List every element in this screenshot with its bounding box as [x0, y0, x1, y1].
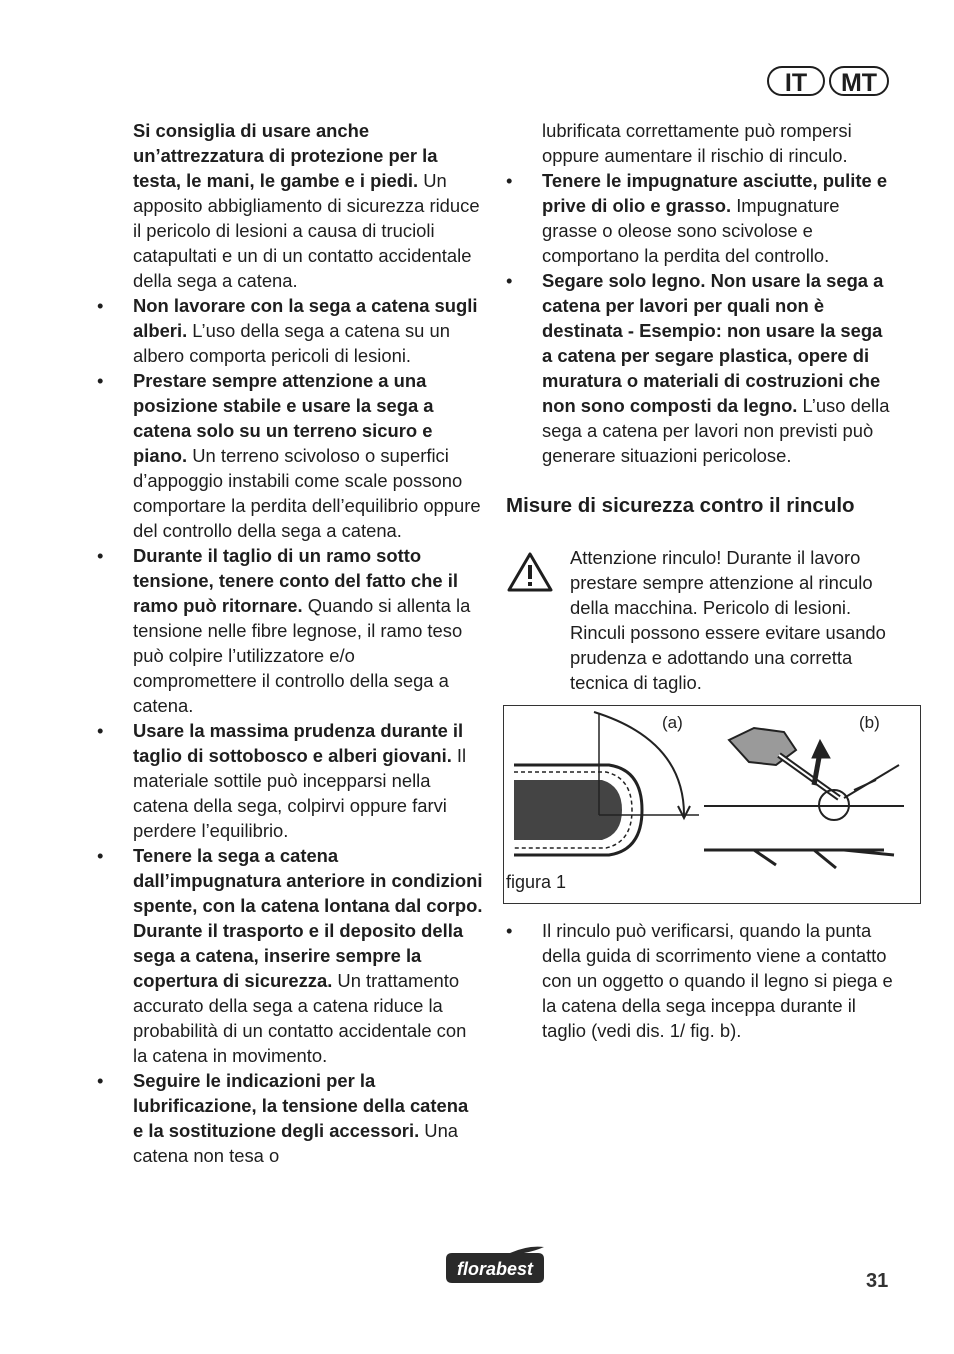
bullet-icon: •	[506, 920, 513, 941]
florabest-logo	[440, 1245, 550, 1287]
intro-bold: Si consiglia di usare anche un’attrezzatura di protezione per la testa, le mani, le gambe e i piedi.	[133, 120, 438, 191]
bullet-text: Quando si allenta la tensione nelle fibre legnose, il ramo teso può colpire l’utilizzatore e/o compromettere il controllo della sega a catena.	[133, 595, 471, 716]
bullet-icon: •	[97, 545, 104, 566]
language-badge-mt: MT	[829, 66, 889, 96]
bullet-text: Il materiale sottile può incepparsi nella catena della sega, colpirvi oppure farvi perdere l’equilibrio.	[133, 745, 467, 841]
warning-block	[506, 545, 896, 695]
bullet-item	[97, 718, 483, 843]
bullet-icon: •	[97, 295, 104, 316]
bullet-text: L’uso della sega a catena su un albero comporta pericoli di lesioni.	[133, 320, 450, 366]
warning-text: Attenzione rinculo! Durante il lavoro prestare sempre attenzione al rinculo della macchina. Pericolo di lesioni. Rinculi possono essere evitare usando prudenza e adottando una corretta tecnica di taglio.	[570, 547, 886, 693]
intro-paragraph	[97, 118, 483, 293]
bullet-bold: Usare la massima prudenza durante il taglio di sottobosco e alberi giovani.	[133, 720, 464, 766]
continued-text: lubrificata correttamente può rompersi oppure aumentare il rischio di rinculo.	[542, 120, 852, 166]
guide-bar-diagram	[514, 712, 699, 855]
bullet-item	[506, 268, 896, 468]
bullet-bold: Prestare sempre attenzione a una posizione stabile e usare la sega a catena solo su un terreno sicuro e piano.	[133, 370, 434, 466]
page-number: 31	[866, 1270, 889, 1292]
logo-text: florabest	[456, 1259, 534, 1279]
bullet-icon: •	[506, 170, 513, 191]
bullet-item	[97, 293, 483, 368]
bullet-icon: •	[97, 845, 104, 866]
bullet-text: Impugnature grasse o oleose sono scivolose e comportano la perdita del controllo.	[542, 195, 840, 266]
bullet-bold: Seguire le indicazioni per la lubrificazione, la tensione della catena e la sostituzione degli accessori.	[133, 1070, 469, 1141]
bullet-icon: •	[97, 1070, 104, 1091]
right-column	[506, 118, 896, 1043]
bullet-bold: Segare solo legno. Non usare la sega a catena per lavori per quali non è destinata - Esempio: non usare la sega a catena per segare plastica, opere di muratura o materiali di costruzioni che non sono composti da legno.	[542, 270, 884, 416]
bullet-text: Il rinculo può verificarsi, quando la punta della guida di scorrimento viene a contatto con un oggetto o quando il legno si piega e la catena della sega inceppa durante il taglio (vedi dis. 1/ fig. b).	[542, 920, 893, 1041]
bullet-bold: Tenere la sega a catena dall’impugnatura anteriore in condizioni spente, con la catena lontana dal corpo. Durante il trasporto e il deposito della sega a catena, inserire sempre la copertura di sicurezza.	[133, 845, 483, 991]
figure-label-b: (b)	[859, 713, 880, 732]
warning-icon	[506, 551, 554, 593]
bullet-bold: Non lavorare con la sega a catena sugli alberi.	[133, 295, 478, 341]
bullet-bold: Durante il taglio di un ramo sotto tensione, tenere conto del fatto che il ramo può ritornare.	[133, 545, 458, 616]
bullet-item	[506, 918, 896, 1043]
bullet-item	[97, 843, 483, 1068]
left-column	[97, 118, 483, 1168]
language-badge-it: IT	[767, 66, 825, 96]
bullet-item	[97, 543, 483, 718]
bullet-text: L’uso della sega a catena per lavori non previsti può generare situazioni pericolose.	[542, 395, 890, 466]
bullet-icon: •	[97, 720, 104, 741]
bullet-icon: •	[506, 270, 513, 291]
section-heading: Misure di sicurezza contro il rinculo	[506, 494, 855, 517]
bullet-bold: Tenere le impugnature asciutte, pulite e prive di olio e grasso.	[542, 170, 888, 216]
intro-text: Un apposito abbigliamento di sicurezza riduce il pericolo di lesioni a causa di trucioli catapultati e un di un contatto accidentale della sega a catena.	[133, 170, 480, 291]
figure-caption: figura 1	[506, 872, 567, 892]
bullet-text: Una catena non tesa o	[133, 1120, 459, 1166]
kickback-figure	[503, 705, 921, 904]
bullet-text: Un terreno scivoloso o superfici d’appoggio instabili come scale possono comportare la perdita dell’equilibrio oppure del controllo della sega a catena.	[133, 445, 481, 541]
kickback-diagram	[704, 728, 904, 868]
bullet-item	[506, 168, 896, 268]
bullet-item	[97, 368, 483, 543]
figure-label-a: (a)	[662, 713, 683, 732]
bullet-icon: •	[97, 370, 104, 391]
bullet-text: Un trattamento accurato della sega a catena riduce la probabilità di un contatto accidentale con la catena in movimento.	[133, 970, 467, 1066]
bullet-item	[97, 1068, 483, 1168]
kickback-illustration	[514, 710, 914, 875]
